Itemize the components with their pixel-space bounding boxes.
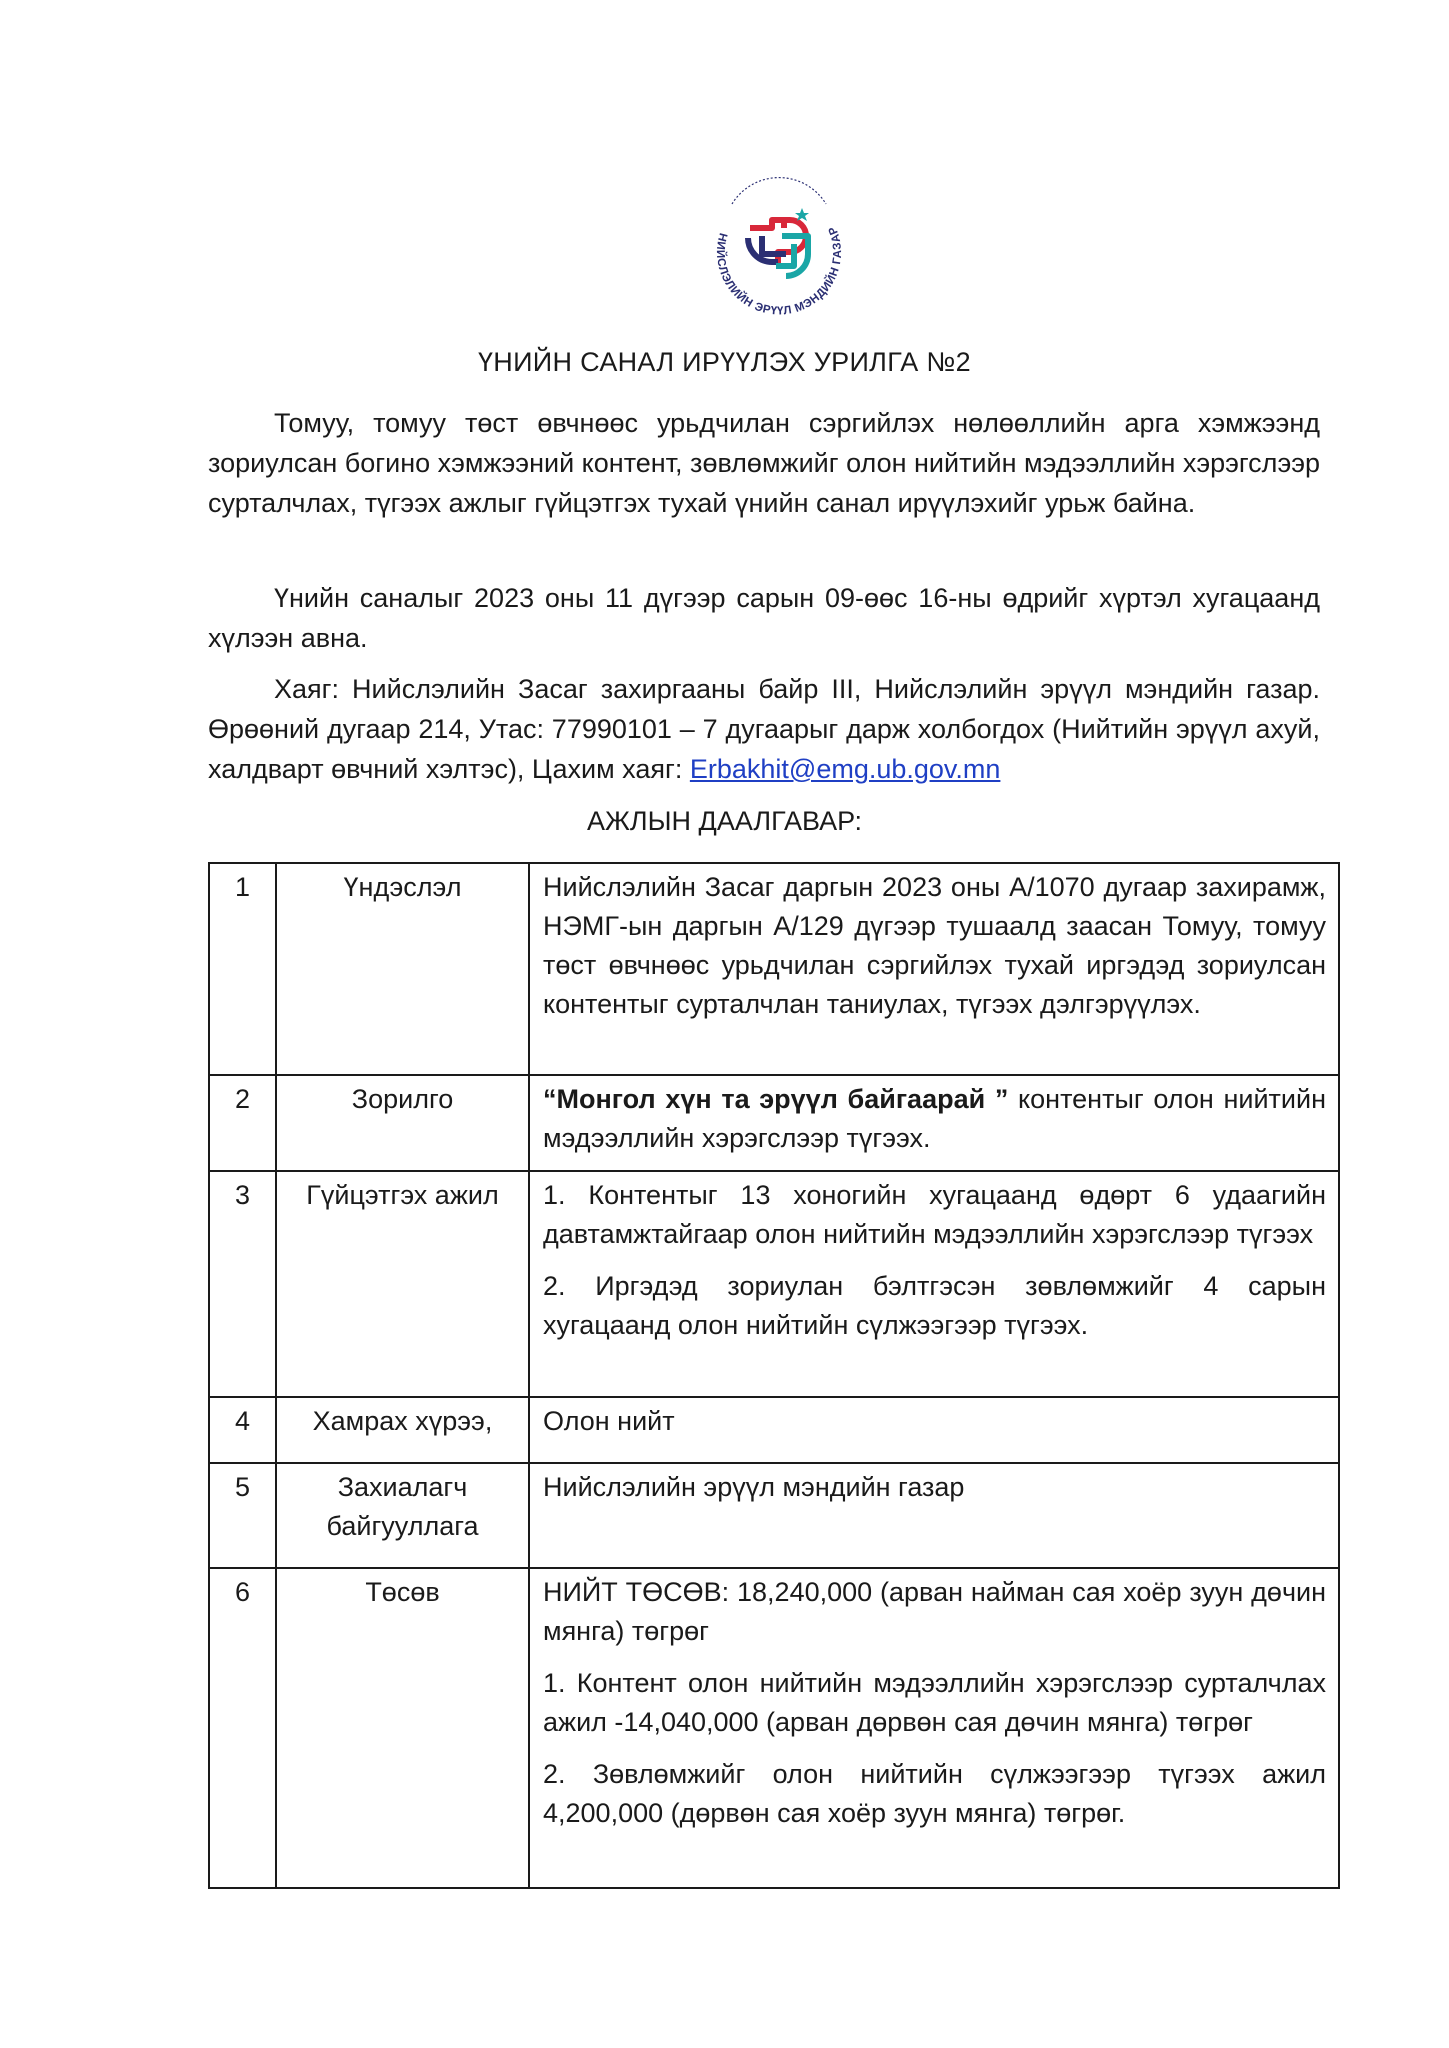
section-title: АЖЛЫН ДААЛГАВАР: bbox=[586, 806, 863, 836]
row-label: Гүйцэтгэх ажил bbox=[276, 1171, 529, 1397]
row-text: Олон нийт bbox=[543, 1406, 675, 1436]
row-text: Нийслэлийн эрүүл мэндийн газар bbox=[543, 1472, 965, 1502]
row-number: 4 bbox=[209, 1397, 276, 1463]
row-content bbox=[529, 863, 1339, 1075]
table-row bbox=[209, 863, 1339, 1075]
logo-ring-text: НИЙСЛЭЛИЙН ЭРҮҮЛ МЭНДИЙН ГАЗАР bbox=[713, 224, 845, 318]
row-text: Нийслэлийн Засаг даргын 2023 оны А/1070 дугаар захирамж, НЭМГ-ын даргын А/129 дүгээр тушаалд заасан Томуу, томуу төст өвчнөөс урьдчилан сэргийлэх тухай иргэдэд зориулсан контентыг сурталчлан таниулах, түгээх дэлгэрүүлэх. bbox=[543, 872, 1326, 1019]
paragraph-address bbox=[208, 669, 1320, 789]
document-title: ҮНИЙН САНАЛ ИРҮҮЛЭХ УРИЛГА №2 bbox=[477, 347, 971, 377]
table-row bbox=[209, 1075, 1339, 1171]
row-text bbox=[543, 1080, 1326, 1158]
budget-total: НИЙТ ТӨСӨВ: 18,240,000 (арван найман сая хоёр зуун дөчин мянга) төгрөг bbox=[543, 1577, 1326, 1646]
row-number: 1 bbox=[209, 863, 276, 1075]
row-content bbox=[529, 1568, 1339, 1888]
campaign-slogan: “Монгол хүн та эрүүл байгаарай ” bbox=[543, 1084, 1009, 1114]
row-label: Хамрах хүрээ, bbox=[276, 1397, 529, 1463]
table-row bbox=[209, 1463, 1339, 1568]
paragraph-invitation: Томуу, томуу төст өвчнөөс урьдчилан сэргийлэх нөлөөллийн арга хэмжээнд зориулсан богино хэмжээний контент, зөвлөмжийг олон нийтийн мэдээллийн хэрэгслээр сурталчлах, түгээх ажлыг гүйцэтгэх тухай үнийн санал ирүүлэхийг урьж байна. bbox=[208, 408, 1321, 518]
row-content bbox=[529, 1463, 1339, 1568]
row-label: Захиалагч байгууллага bbox=[276, 1463, 529, 1568]
table-row bbox=[209, 1568, 1339, 1888]
budget-item: 1. Контент олон нийтийн мэдээллийн хэрэгслээр сурталчлах ажил -14,040,000 (арван дөрвөн сая дөчин мянга) төгрөг bbox=[543, 1668, 1326, 1737]
row-content bbox=[529, 1171, 1339, 1397]
task-table bbox=[208, 862, 1340, 1889]
svg-text:НИЙСЛЭЛИЙН ЭРҮҮЛ МЭНДИЙН ГАЗАР bbox=[714, 224, 844, 317]
budget-item: 2. Зөвлөмжийг олон нийтийн сүлжээгээр түгээх ажил 4,200,000 (дөрвөн сая хоёр зуун мянга) төгрөг. bbox=[543, 1759, 1326, 1828]
organization-logo bbox=[692, 158, 866, 332]
row-label: Төсөв bbox=[276, 1568, 529, 1888]
row-number: 5 bbox=[209, 1463, 276, 1568]
row-text: 2. Иргэдэд зориулан бэлтгэсэн зөвлөмжийг 4 сарын хугацаанд олон нийтийн сүлжээгээр түгээх. bbox=[543, 1271, 1326, 1340]
row-text-rest: контентыг олон нийтийн мэдээллийн хэрэгслээр түгээх. bbox=[543, 1084, 1326, 1153]
address-text: Хаяг: Нийслэлийн Засаг захиргааны байр III, Нийслэлийн эрүүл мэндийн газар. Өрөөний дугаар 214, Утас: 77990101 – 7 дугаарыг дарж холбогдох (Нийтийн эрүүл ахуй, халдварт өвчний хэлтэс), Цахим хаяг: bbox=[208, 674, 1320, 784]
email-link[interactable]: Erbakhit@emg.ub.gov.mn bbox=[689, 754, 1001, 784]
row-label: Үндэслэл bbox=[276, 863, 529, 1075]
row-label: Зорилго bbox=[276, 1075, 529, 1171]
paragraph-deadline: Үнийн саналыг 2023 оны 11 дүгээр сарын 09-өөс 16-ны өдрийг хүртэл хугацаанд хүлээн авна. bbox=[208, 583, 1320, 653]
row-number: 3 bbox=[209, 1171, 276, 1397]
row-content bbox=[529, 1397, 1339, 1463]
table-row bbox=[209, 1397, 1339, 1463]
row-number: 2 bbox=[209, 1075, 276, 1171]
row-number: 6 bbox=[209, 1568, 276, 1888]
row-content bbox=[529, 1075, 1339, 1171]
logo-emblem bbox=[748, 220, 808, 276]
table-row bbox=[209, 1171, 1339, 1397]
row-text: 1. Контентыг 13 хоногийн хугацаанд өдөрт 6 удаагийн давтамжтайгаар олон нийтийн мэдээллийн хэрэгслээр түгээх bbox=[543, 1180, 1326, 1249]
